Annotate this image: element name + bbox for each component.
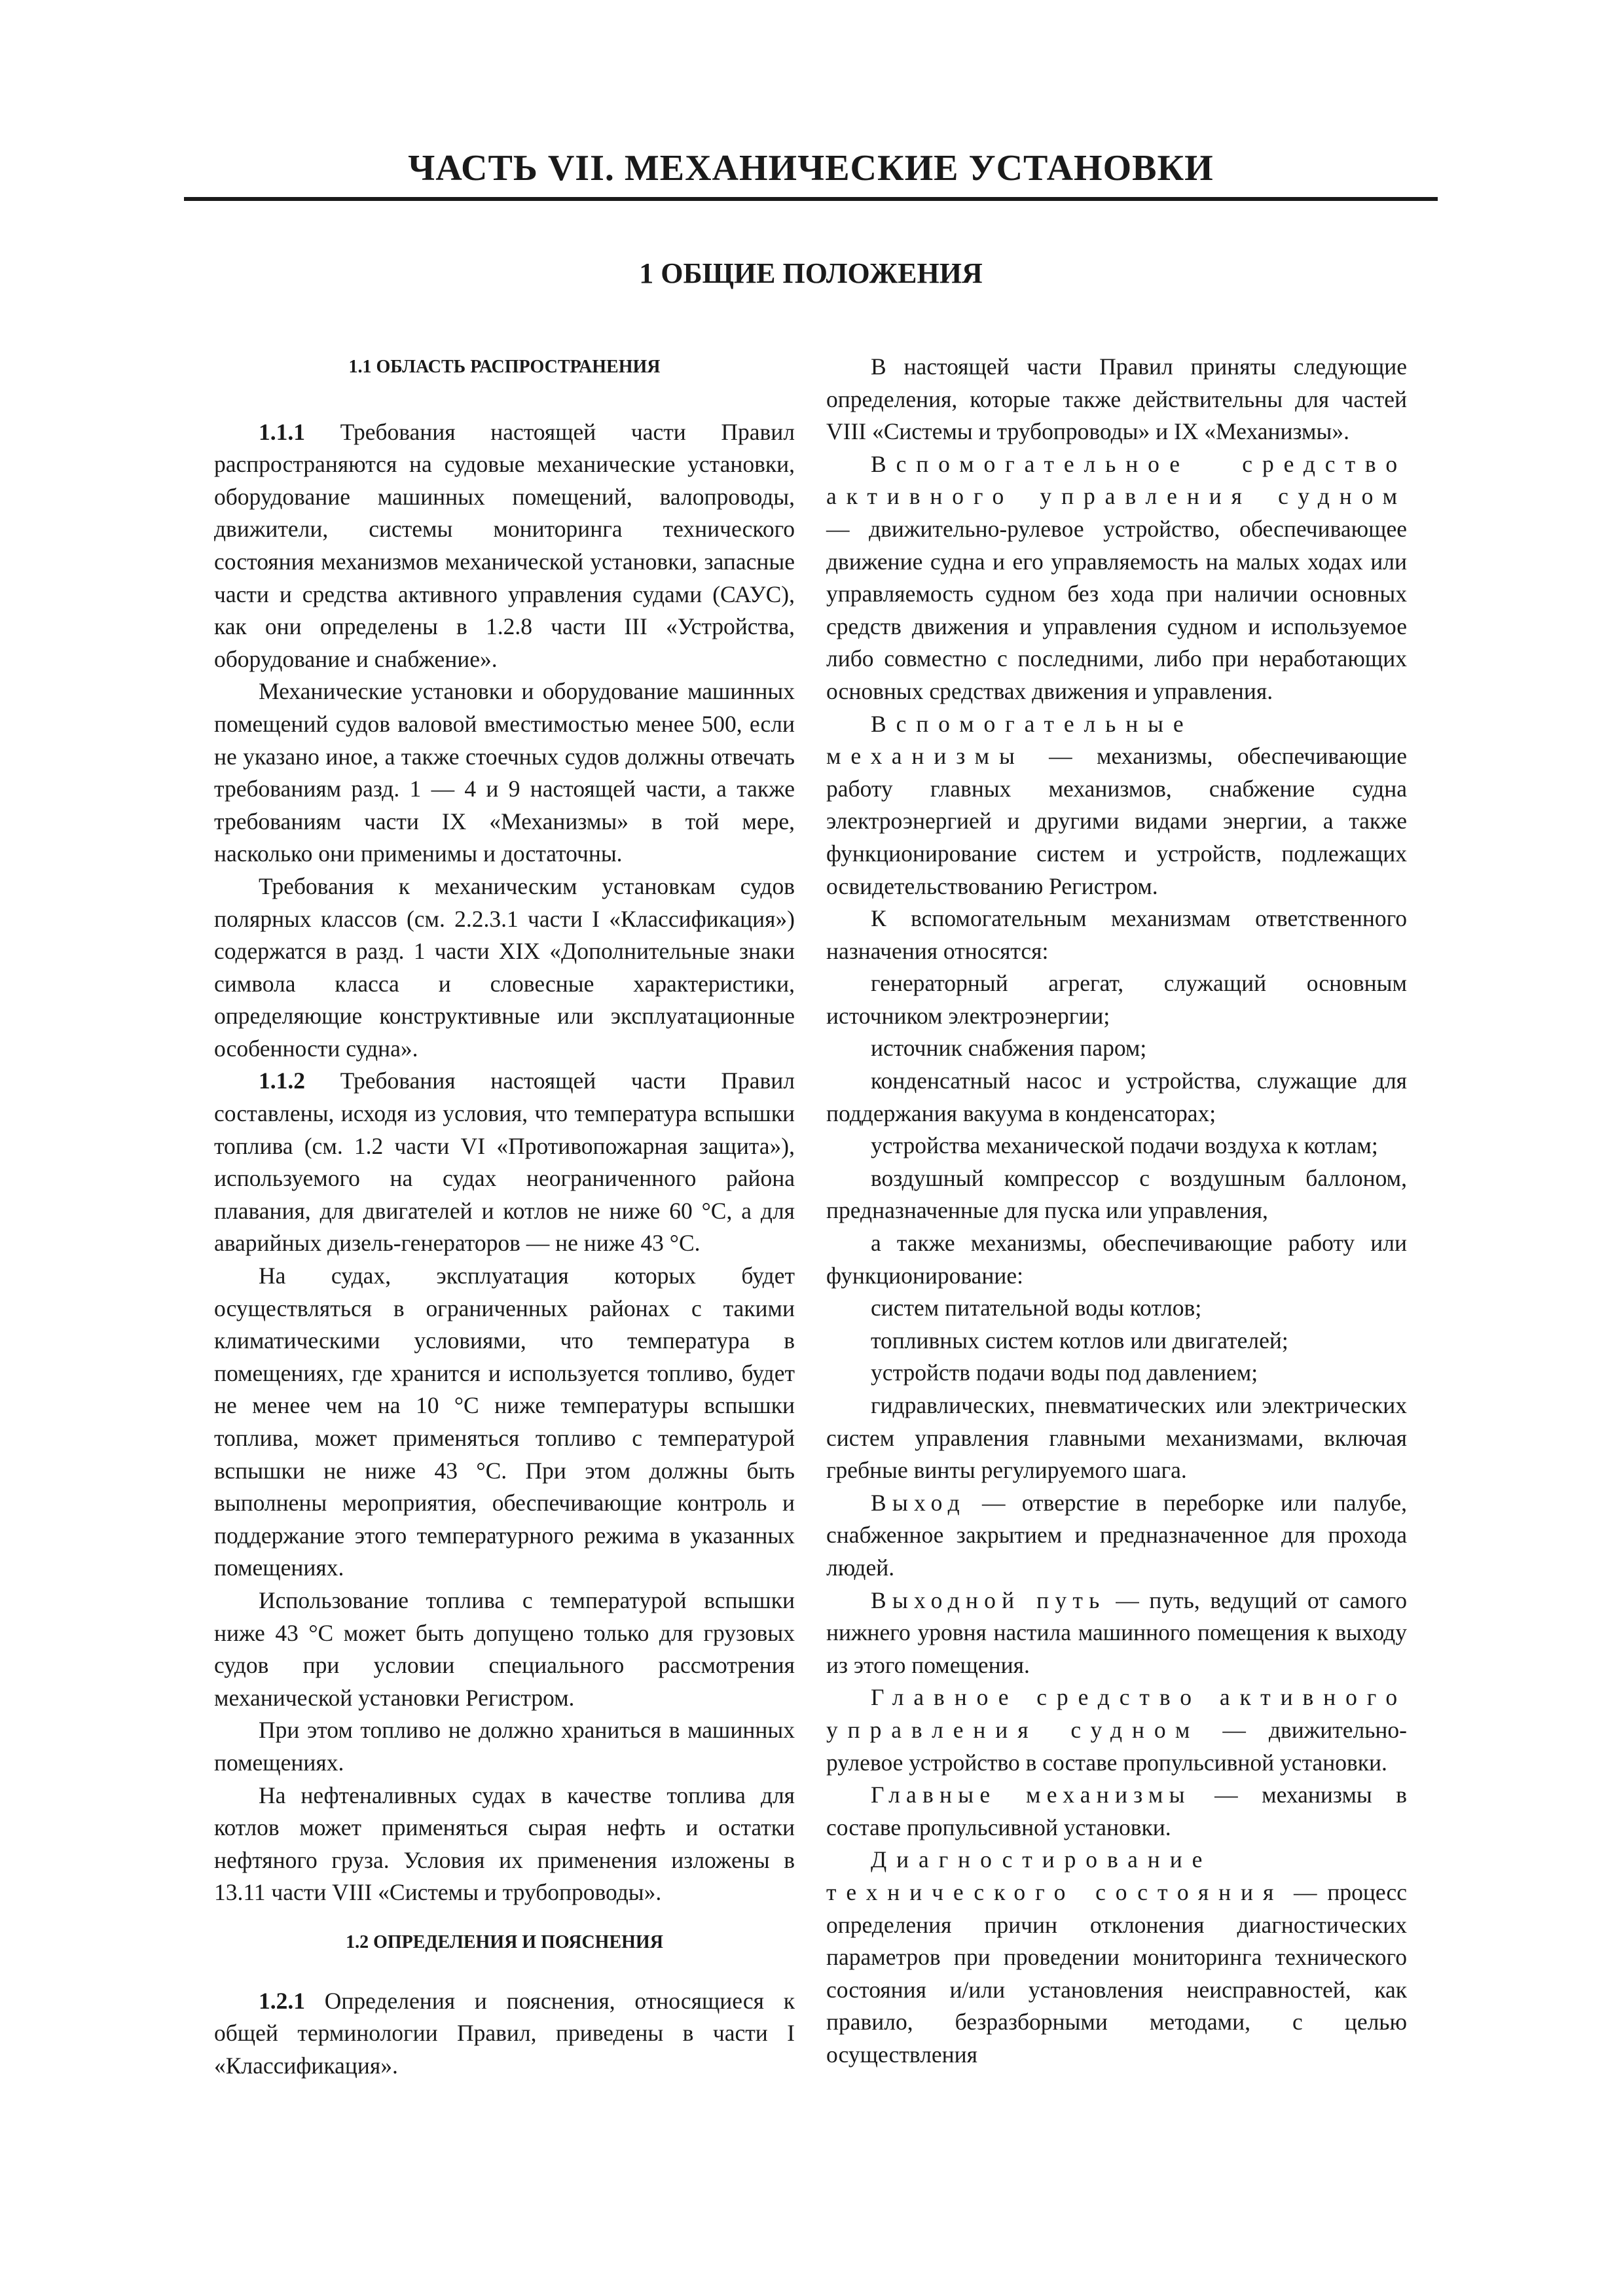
paragraph-polar-classes: Требования к механическим установкам судов полярных классов (см. 2.2.3.1 части I «Классификация») содержатся в разд. 1 части XIX «Дополнительные знаки символа класса и словесные характеристики, определяющие конструктивные или эксплуатационные особенности судна». — [214, 872, 795, 1062]
paragraph-1-2-1 — [214, 1985, 795, 2083]
paragraph-intro: В настоящей части Правил приняты следующие определения, которые также действительны для частей VIII «Системы и трубопроводы» и IX «Механизмы». — [826, 353, 1407, 445]
paragraph-1-1-1 — [214, 416, 795, 676]
defined-term: Выходной путь — [871, 1587, 1106, 1613]
clause-number: 1.1.1 — [259, 418, 305, 445]
chapter-title: 1 ОБЩИЕ ПОЛОЖЕНИЯ — [639, 257, 983, 289]
right-column — [826, 351, 1407, 2071]
paragraph-text: Требования настоящей части Правил распространяются на судовые механические установки, оборудование машинных помещений, валопроводы, движители, системы мониторинга технического состояния механизмов механической установки, запасные части и средства активного управления судами (САУС), как они определены в 1.2.8 части III «Устройства, оборудование и снабжение». — [214, 418, 795, 672]
clause-number: 1.1.2 — [259, 1067, 305, 1094]
definition-text: — механизмы, обеспечивающие работу главных механизмов, снабжение судна электроэнергией и другими видами энергии, а также функционирование систем и устройств, подлежащих освидетельствованию Регистром. — [826, 743, 1407, 899]
defined-term: Вспомогательное средство активного управления судном — [826, 450, 1407, 510]
definition-aux-machinery — [826, 708, 1407, 903]
definition-text: — движительно-рулевое устройство в составе пропульсивной установки. — [826, 1716, 1407, 1776]
list-item: источник снабжения паром; — [871, 1035, 1147, 1062]
list-item: конденсатный насос и устройства, служащие для поддержания вакуума в конденсаторах; — [826, 1067, 1407, 1126]
paragraph-small-ships: Механические установки и оборудование машинных помещений судов валовой вместимостью менее 500, если не указано иное, а также стоечных судов должны отвечать требованиям разд. 1 — 4 и 9 настоящей части, а также требованиям части IX «Механизмы» в той мере, насколько они применимы и достаточны. — [214, 678, 795, 867]
list-item: топливных систем котлов или двигателей; — [871, 1327, 1288, 1354]
definition-text: — отверстие в переборке или палубе, снабженное закрытием и предназначенное для прохода людей. — [826, 1489, 1407, 1581]
clause-number: 1.2.1 — [259, 1987, 305, 2014]
definition-text: — путь, ведущий от самого нижнего уровня настила машинного помещения к выходу из этого помещения. — [826, 1587, 1408, 1678]
paragraph-text: Определения и пояснения, относящиеся к общей терминологии Правил, приведены в части I «Классификация». — [214, 1987, 795, 2079]
definition-text: — механизмы в составе пропульсивной установки. — [826, 1782, 1407, 1840]
definition-exit — [826, 1487, 1407, 1585]
list-item: воздушный компрессор с воздушным баллоном, предназначенные для пуска или управления, — [826, 1164, 1407, 1224]
defined-term: Главные механизмы — [871, 1782, 1191, 1808]
defined-term: Вспомогательные механизмы — [826, 710, 1194, 770]
section-heading-1-1: 1.1 ОБЛАСТЬ РАСПРОСТРАНЕНИЯ — [348, 357, 661, 377]
definition-escape-route — [826, 1585, 1407, 1682]
list-item: устройства механической подачи воздуха к котлам; — [871, 1132, 1378, 1159]
definition-main-means — [826, 1681, 1407, 1779]
paragraph-essential-aux: К вспомогательным механизмам ответственного назначения относятся: — [826, 905, 1407, 964]
list-item: гидравлических, пневматических или электрических систем управления главными механизмами, включая гребные винты регулируемого шага. — [826, 1392, 1407, 1484]
list-item: устройств подачи воды под давлением; — [871, 1359, 1258, 1386]
paragraph-cargo-ships: Использование топлива с температурой вспышки ниже 43 °С может быть допущено только для грузовых судов при условии специального рассмотрения механической установки Регистром. — [214, 1587, 795, 1711]
definition-aux-means — [826, 448, 1407, 708]
definition-text: — процесс определения причин отклонения диагностических параметров при проведении мониторинга технического состояния и/или установления неисправностей, как правило, безразборными методами, с целью осуществления — [826, 1878, 1407, 2068]
title-divider — [184, 197, 1438, 201]
paragraph-1-1-2 — [214, 1065, 795, 1260]
definition-diagnostics — [826, 1844, 1407, 2071]
definition-text: — движительно-рулевое устройство, обеспечивающее движение судна и его управляемость на малых ходах или управляемость судном без хода при наличии основных средств движения и управления судном и используемое либо совместно с последними, либо при неработающих основных средствах движения и управления. — [826, 515, 1407, 704]
definition-main-machinery — [826, 1779, 1407, 1844]
list-item: а также механизмы, обеспечивающие работу или функционирование: — [826, 1230, 1407, 1289]
left-column — [214, 351, 795, 2082]
paragraph-text: Требования настоящей части Правил составлены, исходя из условия, что температура вспышки топлива (см. 1.2 части VI «Противопожарная защита»), используемого на судах неограниченного района плавания, для двигателей и котлов не ниже 60 °С, а для аварийных дизель-генераторов — не ниже 43 °С. — [214, 1067, 795, 1257]
list-item: генераторный агрегат, служащий основным источником электроэнергии; — [826, 970, 1407, 1029]
list-item: систем питательной воды котлов; — [871, 1295, 1202, 1321]
defined-term: Диагностирование технического состояния — [826, 1846, 1284, 1905]
paragraph-tankers: На нефтеналивных судах в качестве топлива для котлов может применяться сырая нефть и остатки нефтяного груза. Условия их применения изложены в 13.11 части VIII «Системы и трубопроводы». — [214, 1782, 795, 1906]
paragraph-fuel-storage: При этом топливо не должно храниться в машинных помещениях. — [214, 1717, 795, 1776]
defined-term: Выход — [871, 1489, 966, 1516]
defined-term: Главное средство активного управления судном — [826, 1684, 1407, 1743]
part-title: ЧАСТЬ VII. МЕХАНИЧЕСКИЕ УСТАНОВКИ — [408, 148, 1214, 188]
paragraph-climate: На судах, эксплуатация которых будет осуществляться в ограниченных районах с такими климатическими условиями, что температура в помещениях, где хранится и используется топливо, будет не менее чем на 10 °С ниже температуры вспышки топлива, может применяться топливо с температурой вспышки не ниже 43 °С. При этом должны быть выполнены мероприятия, обеспечивающие контроль и поддержание этого температурного режима в указанных помещениях. — [214, 1263, 795, 1581]
section-heading-1-2: 1.2 ОПРЕДЕЛЕНИЯ И ПОЯСНЕНИЯ — [346, 1931, 663, 1952]
